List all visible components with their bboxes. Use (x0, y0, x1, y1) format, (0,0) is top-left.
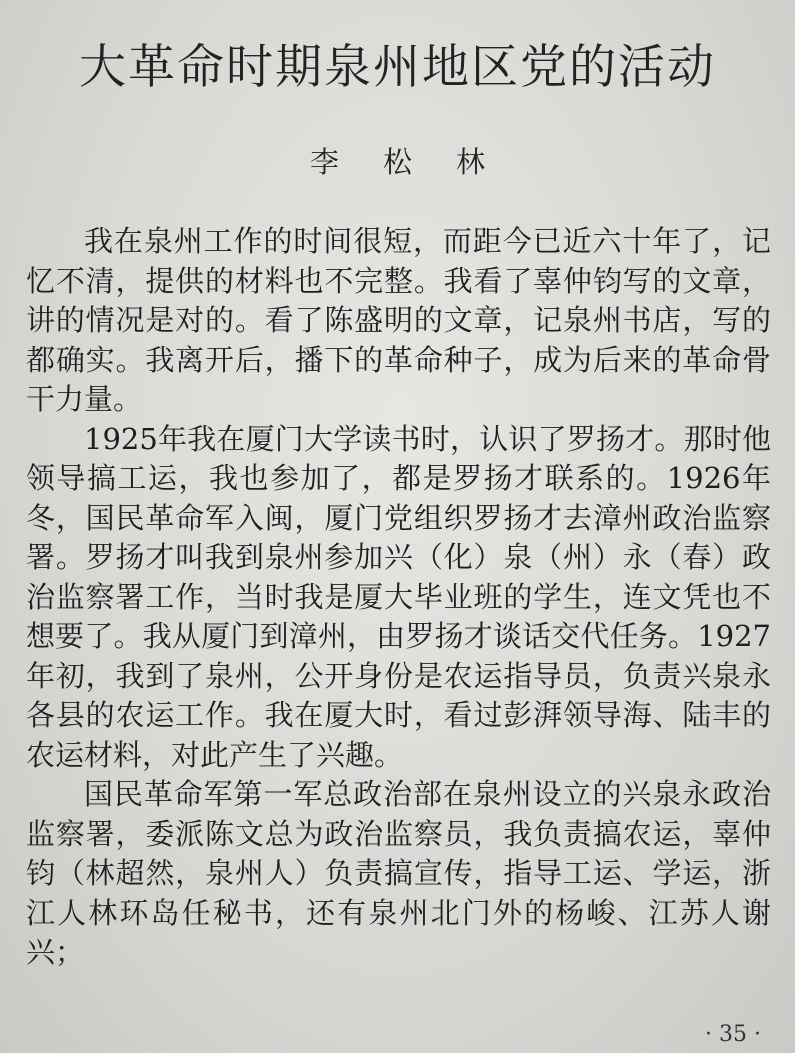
paragraph-1: 我在泉州工作的时间很短，而距今已近六十年了，记忆不清，提供的材料也不完整。我看了辜仲钧写的文章，讲的情况是对的。看了陈盛明的文章，记泉州书店，写的都确实。我离开后，播下的革命种子，成为后来的革命骨干力量。 (26, 224, 771, 416)
article-body (26, 222, 771, 973)
paragraph-3: 国民革命军第一军总政治部在泉州设立的兴泉永政治监察署，委派陈文总为政治监察员，我负责搞农运，辜仲钧（林超然，泉州人）负责搞宣传，指导工运、学运，浙江人林环岛任秘书，还有泉州北门外的杨峻、江苏人谢兴； (26, 777, 771, 969)
article-author: 李松林 (309, 145, 529, 179)
page-number: · 35 · (705, 1022, 761, 1047)
article-title: 大革命时期泉州地区党的活动 (79, 40, 716, 95)
paragraph-2: 1925年我在厦门大学读书时，认识了罗扬才。那时他领导搞工运，我也参加了，都是罗扬才联系的。1926年冬，国民革命军入闽，厦门党组织罗扬才去漳州政治监察署。罗扬才叫我到泉州参加兴（化）泉（州）永（春）政治监察署工作，当时我是厦大毕业班的学生，连文凭也不想要了。我从厦门到漳州，由罗扬才谈话交代任务。1927年初，我到了泉州，公开身份是农运指导员，负责兴泉永各县的农运工作。我在厦大时，看过彭湃领导海、陆丰的农运材料，对此产生了兴趣。 (26, 421, 771, 772)
